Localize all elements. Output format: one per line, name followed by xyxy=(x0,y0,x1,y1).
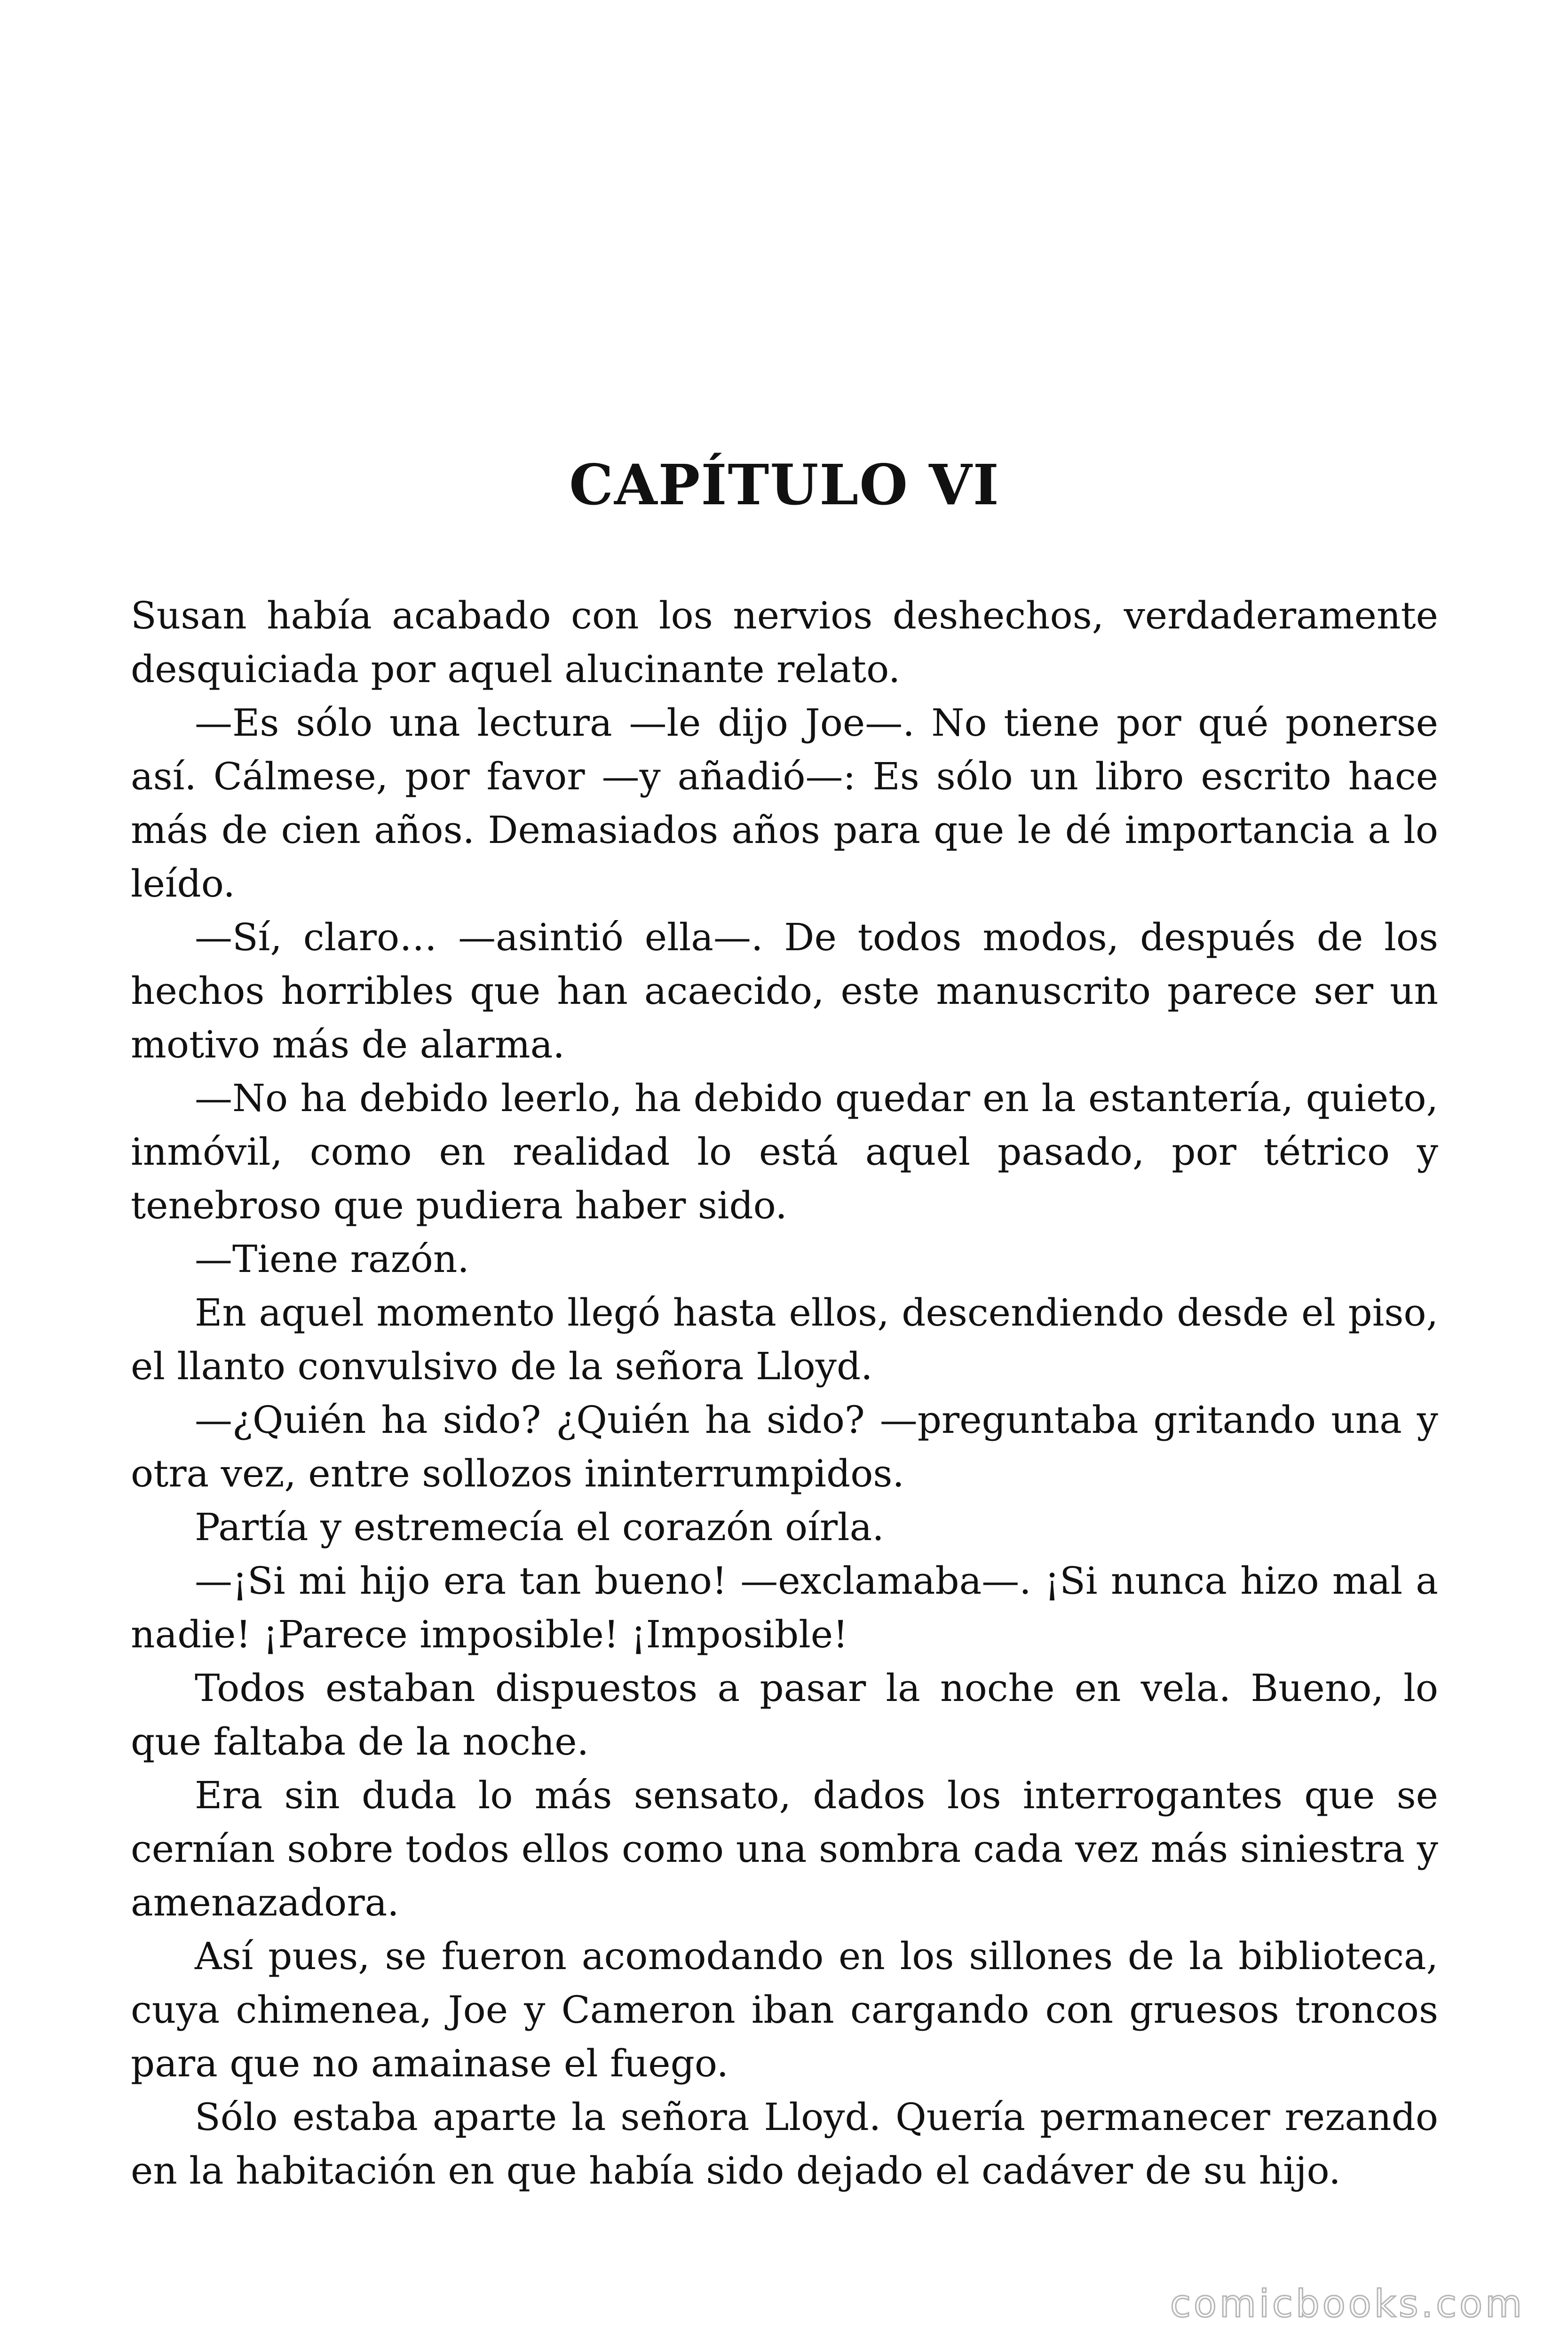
book-page xyxy=(131,452,1438,2198)
paragraph: —No ha debido leerlo, ha debido quedar en la estantería, quieto, inmóvil, como en realidad lo está aquel pasado, por tétrico y tenebroso que pudiera haber sido. xyxy=(131,1076,1438,1227)
paragraph: —Sí, claro… —asintió ella—. De todos modos, después de los hechos horribles que han acaecido, este manuscrito parece ser un motivo más de alarma. xyxy=(131,915,1438,1066)
paragraph: Todos estaban dispuestos a pasar la noche en vela. Bueno, lo que faltaba de la noche. xyxy=(131,1666,1438,1764)
chapter-body xyxy=(131,589,1438,2198)
paragraph: Así pues, se fueron acomodando en los sillones de la biblioteca, cuya chimenea, Joe y Cameron iban cargando con gruesos troncos para que no amainase el fuego. xyxy=(131,1934,1438,2085)
paragraph: Era sin duda lo más sensato, dados los interrogantes que se cernían sobre todos ellos como una sombra cada vez más siniestra y amenazadora. xyxy=(131,1773,1438,1924)
paragraph: Partía y estremecía el corazón oírla. xyxy=(195,1505,884,1549)
watermark: comicbooks.com xyxy=(1170,2282,1525,2326)
chapter-title: CAPÍTULO VI xyxy=(569,452,1000,517)
paragraph: En aquel momento llegó hasta ellos, descendiendo desde el piso, el llanto convulsivo de la señora Lloyd. xyxy=(131,1290,1438,1388)
paragraph: Sólo estaba aparte la señora Lloyd. Quería permanecer rezando en la habitación en que había sido dejado el cadáver de su hijo. xyxy=(131,2095,1438,2193)
paragraph: —Es sólo una lectura —le dijo Joe—. No tiene por qué ponerse así. Cálmese, por favor —y añadió—: Es sólo un libro escrito hace más de cien años. Demasiados años para que le dé importancia a lo leído. xyxy=(131,700,1438,906)
paragraph: —¿Quién ha sido? ¿Quién ha sido? —preguntaba gritando una y otra vez, entre sollozos ininterrumpidos. xyxy=(131,1398,1438,1495)
paragraph: —¡Si mi hijo era tan bueno! —exclamaba—. ¡Si nunca hizo mal a nadie! ¡Parece imposible! ¡Imposible! xyxy=(131,1558,1438,1656)
paragraph: Susan había acabado con los nervios deshechos, verdaderamente desquiciada por aquel alucinante relato. xyxy=(131,593,1438,691)
paragraph: —Tiene razón. xyxy=(195,1237,469,1281)
